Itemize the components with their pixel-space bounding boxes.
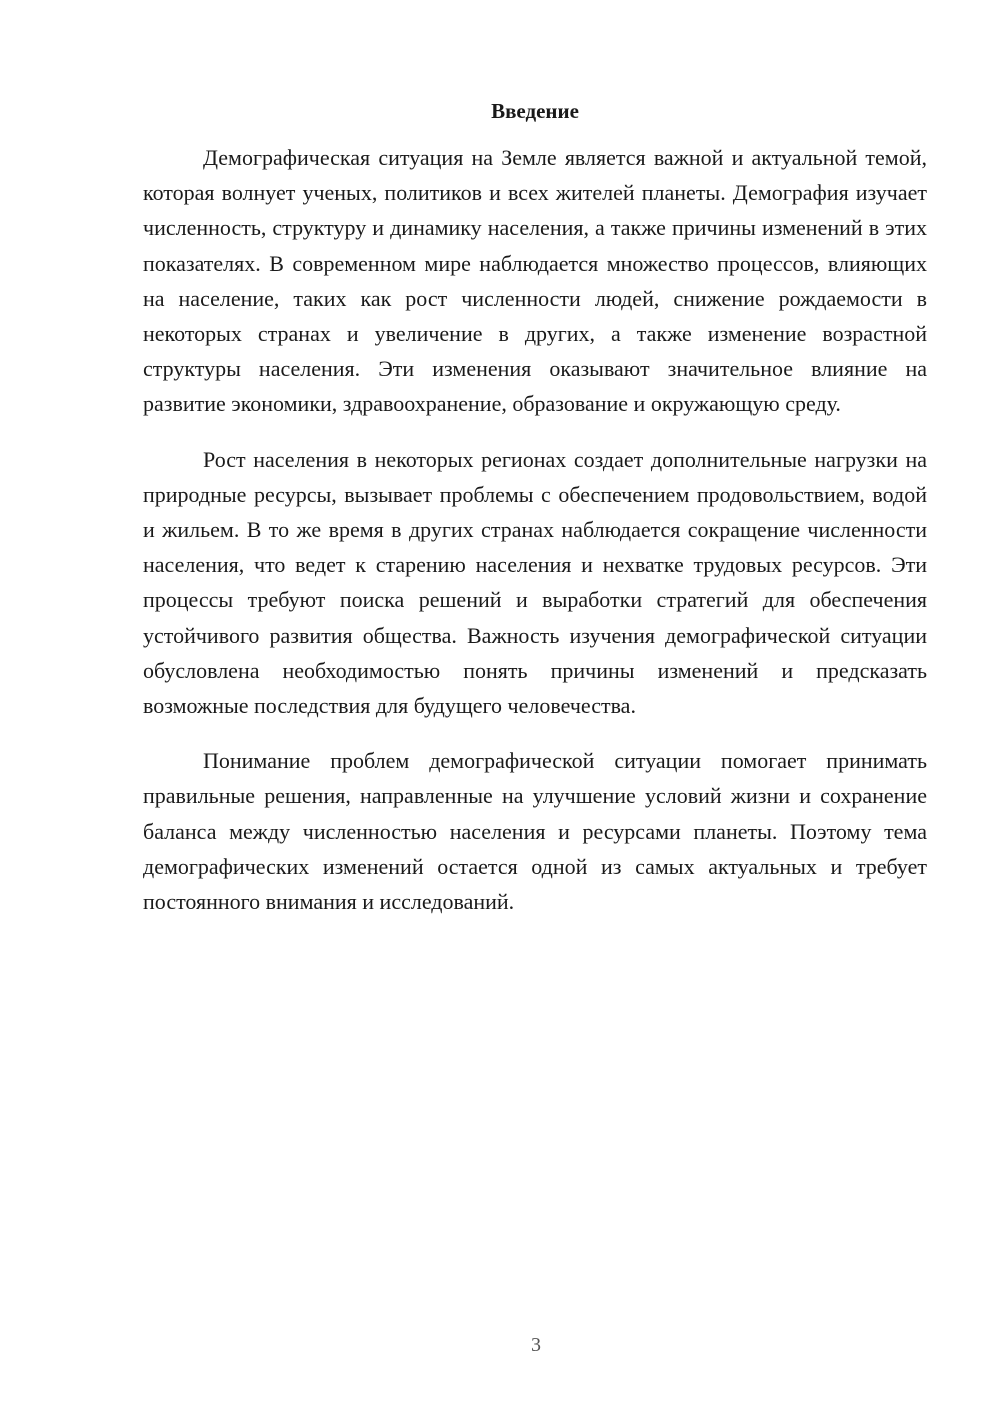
paragraph-1: Демографическая ситуация на Земле является важной и актуальной темой, которая волнует ученых, политиков и всех жителей планеты. Демография изучает численность, структуру и динамику населения, а также причины изменений в этих показателях. В современном мире наблюдается множество процессов, влияющих на население, таких как рост численности людей, снижение рождаемости в некоторых странах и увеличение в других, а также изменение возрастной структуры населения. Эти изменения оказывают значительное влияние на развитие экономики, здравоохранение, образование и окружающую среду. (143, 145, 927, 417)
paragraph-2: Рост населения в некоторых регионах создает дополнительные нагрузки на природные ресурсы, вызывает проблемы с обеспечением продовольствием, водой и жильем. В то же время в других странах наблюдается сокращение численности населения, что ведет к старению населения и нехватке трудовых ресурсов. Эти процессы требуют поиска решений и выработки стратегий для обеспечения устойчивого развития общества. Важность изучения демографической ситуации обусловлена необходимостью понять причины изменений и предсказать возможные последствия для будущего человечества. (143, 446, 927, 719)
page-title: Введение (491, 99, 579, 123)
paragraph-3: Понимание проблем демографической ситуации помогает принимать правильные решения, направленные на улучшение условий жизни и сохранение баланса между численностью населения и ресурсами планеты. Поэтому тема демографических изменений остается одной из самых актуальных и требует постоянного внимания и исследований. (143, 748, 927, 915)
page-number: 3 (531, 1334, 541, 1356)
page-content (143, 96, 927, 939)
